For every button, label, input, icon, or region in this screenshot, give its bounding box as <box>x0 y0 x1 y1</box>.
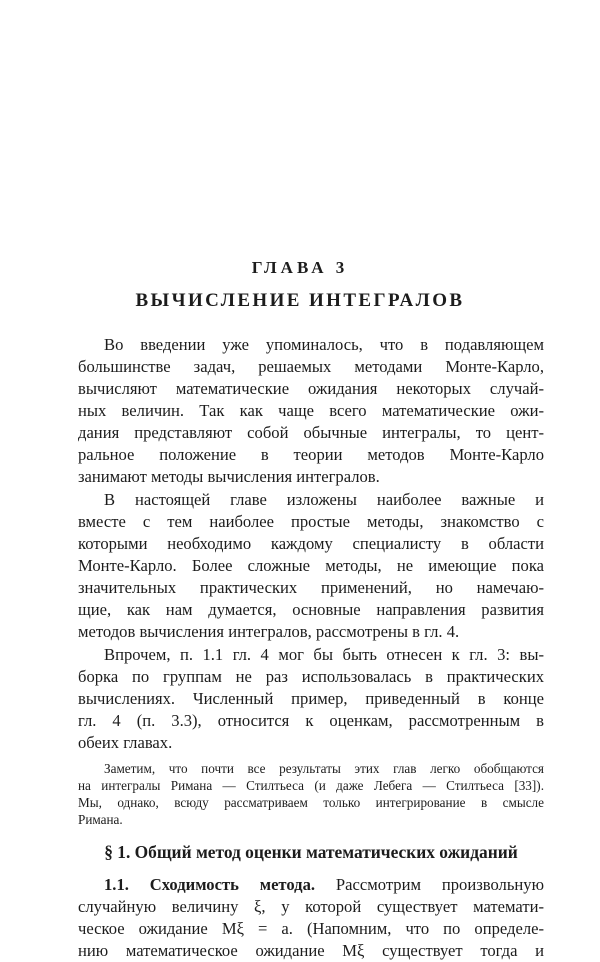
text-line: дания представляют собой обычные интегралы, то цент- <box>78 423 544 442</box>
text-line: гл. 4 (п. 3.3), относится к оценкам, рассмотренным в <box>78 711 544 730</box>
text-line: ческое ожидание Mξ = a. (Напомним, что по определе- <box>78 919 544 938</box>
text-line: которыми необходимо каждому специалисту в области <box>78 534 544 553</box>
text-line: Во введении уже упоминалось, что в подавляющем <box>104 335 544 354</box>
note-line: Римана. <box>78 812 123 827</box>
text-line: обеих главах. <box>78 733 173 752</box>
text-line: ных величин. Так как чаще всего математические ожи- <box>78 401 544 420</box>
text-line: занимают методы вычисления интегралов. <box>78 467 380 486</box>
subsection-first-line-rest: Рассмотрим произвольную <box>335 875 544 894</box>
text-line: вычислениях. Численный пример, приведенный в конце <box>78 689 544 708</box>
text-line: Впрочем, п. 1.1 гл. 4 мог бы быть отнесен к гл. 3: вы- <box>104 645 544 664</box>
subsection-first-line <box>104 874 544 896</box>
text-line: нию математическое ожидание Mξ существует тогда и <box>78 941 544 960</box>
subsection-title: 1.1. Сходимость метода. <box>104 875 316 894</box>
chapter-title: ВЫЧИСЛЕНИЕ ИНТЕГРАЛОВ <box>135 290 465 311</box>
section-heading: § 1. Общий метод оценки математических ожиданий <box>104 842 518 862</box>
text-line: вычисляют математические ожидания некоторых случай- <box>78 379 544 398</box>
text-line: ральное положение в теории методов Монте-Карло <box>78 445 544 464</box>
text-line: вместе с тем наиболее простые методы, знакомство с <box>78 512 544 531</box>
note-line: Мы, однако, всюду рассматриваем только интегрирование в смысле <box>78 795 544 810</box>
text-line: Монте-Карло. Более сложные методы, не имеющие пока <box>78 556 544 575</box>
text-line: В настоящей главе изложены наиболее важные и <box>104 490 544 509</box>
text-line: большинстве задач, решаемых методами Монте-Карло, <box>78 357 544 376</box>
text-line: случайную величину ξ, у которой существует математи- <box>78 897 544 916</box>
text-line: щие, как нам думается, основные направления развития <box>78 600 544 619</box>
note-line: Заметим, что почти все результаты этих глав легко обобщаются <box>104 761 544 776</box>
text-line: борка по группам не раз использовалась в практических <box>78 667 544 686</box>
text-line: методов вычисления интегралов, рассмотрены в гл. 4. <box>78 622 460 641</box>
text-line: значительных практических применений, но намечаю- <box>78 578 544 597</box>
note-line: на интегралы Римана — Стилтьеса (и даже Лебега — Стилтьеса [33]). <box>78 778 544 793</box>
chapter-label: ГЛАВА 3 <box>251 258 349 277</box>
